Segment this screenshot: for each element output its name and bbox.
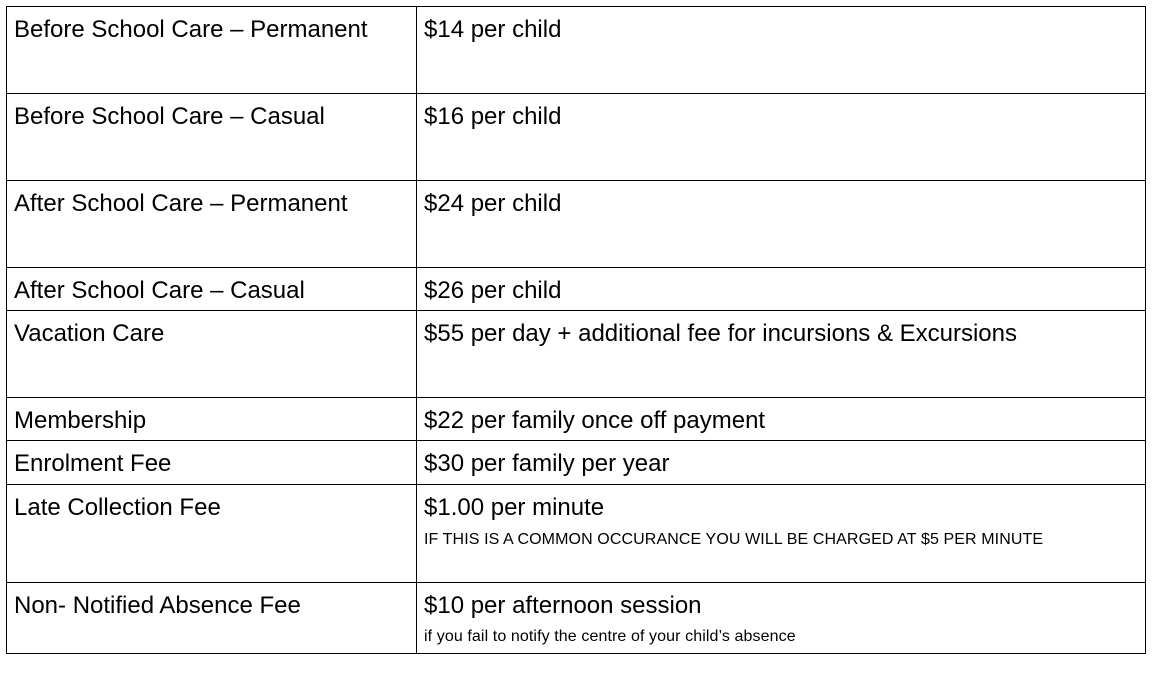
table-row: [7, 441, 1146, 485]
fee-table: [6, 6, 1146, 654]
table-row: [7, 181, 1146, 268]
table-row: [7, 583, 1146, 654]
fee-note: IF THIS IS A COMMON OCCURANCE YOU WILL BE CHARGED AT $5 PER MINUTE: [424, 531, 1044, 548]
fee-item-label: Membership: [7, 398, 417, 441]
table-row: [7, 311, 1146, 398]
fee-item-label: Vacation Care: [7, 311, 417, 398]
fee-item-label: After School Care – Casual: [7, 268, 417, 311]
fee-item-label: Before School Care – Permanent: [7, 7, 417, 94]
fee-item-label: Enrolment Fee: [7, 441, 417, 485]
fee-amount: $26 per child: [417, 268, 1146, 311]
table-row: [7, 94, 1146, 181]
fee-amount: $55 per day + additional fee for incursions & Excursions: [417, 311, 1146, 398]
fee-item-label: Non- Notified Absence Fee: [7, 583, 417, 654]
table-row: [7, 268, 1146, 311]
fee-item-label: Late Collection Fee: [7, 485, 417, 583]
fee-amount: $16 per child: [417, 94, 1146, 181]
fee-item-label: Before School Care – Casual: [7, 94, 417, 181]
fee-cell: [417, 583, 1146, 654]
table-row: [7, 398, 1146, 441]
fee-amount: $30 per family per year: [417, 441, 1146, 485]
fee-amount: $24 per child: [417, 181, 1146, 268]
fee-amount: $14 per child: [417, 7, 1146, 94]
fee-amount: $1.00 per minute: [424, 494, 605, 521]
fee-amount: $22 per family once off payment: [417, 398, 1146, 441]
fee-note: if you fail to notify the centre of your child’s absence: [424, 628, 796, 645]
fee-item-label: After School Care – Permanent: [7, 181, 417, 268]
table-row: [7, 485, 1146, 583]
fee-cell: [417, 485, 1146, 583]
table-row: [7, 7, 1146, 94]
fee-amount: $10 per afternoon session: [424, 592, 702, 619]
